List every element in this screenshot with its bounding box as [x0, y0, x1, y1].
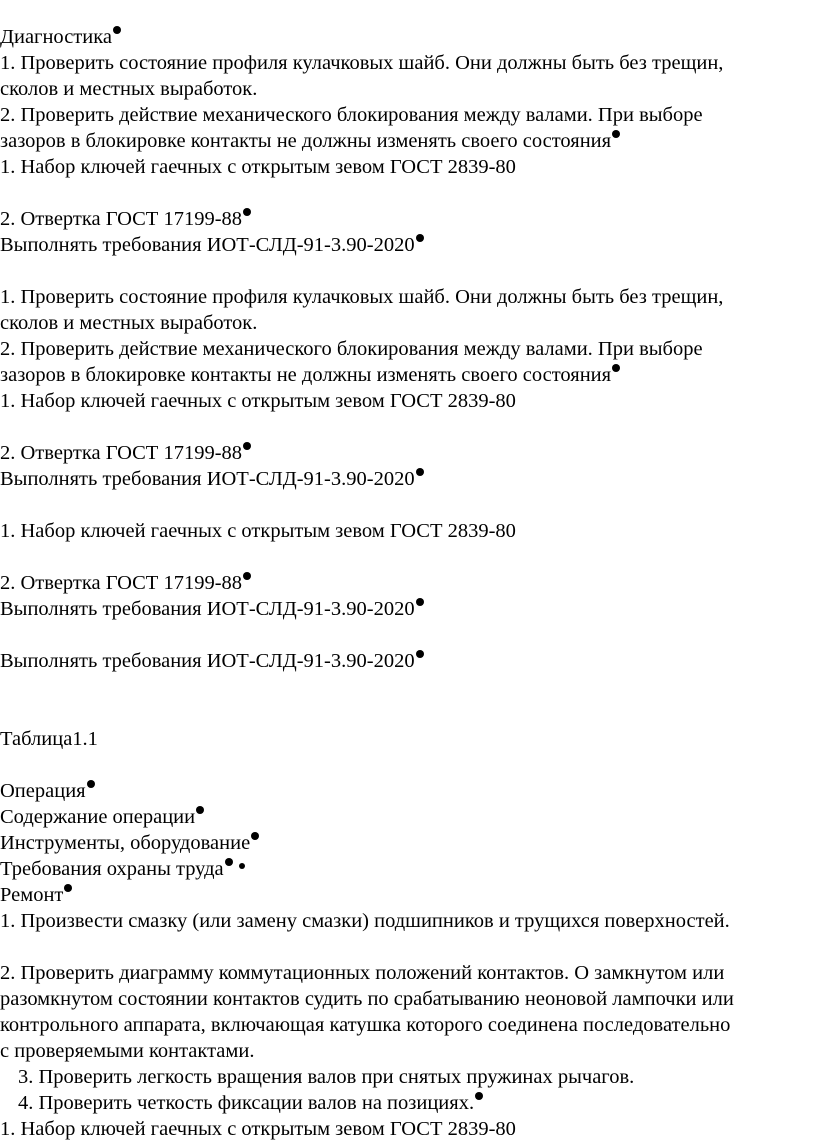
text-line: 1. Проверить состояние профиля кулачковых шайб. Они должны быть без трещин, [0, 286, 724, 308]
bullet-icon [243, 572, 251, 580]
bullet-icon [416, 598, 424, 606]
bullet-icon [87, 780, 95, 788]
bullet-icon [113, 26, 121, 34]
text-line: 2. Отвертка ГОСТ 17199-88 [0, 206, 812, 232]
bullet-icon [196, 806, 204, 814]
text-line: Выполнять требования ИОТ-СЛД-91-3.90-2020 [0, 648, 812, 674]
bullet-icon [475, 1092, 483, 1100]
bullet-icon [612, 364, 620, 372]
bullet-icon [416, 468, 424, 476]
text-line: 1. Произвести смазку (или замену смазки) подшипников и трущихся поверхностей. [0, 910, 730, 932]
text-line: сколов и местных выработок. [0, 78, 258, 100]
text-line: 2. Отвертка ГОСТ 17199-88 [0, 570, 812, 596]
document-page [0, 24, 812, 1142]
text-line: зазоров в блокировке контакты не должны изменять своего состояния [0, 362, 812, 388]
text-line: 2. Отвертка ГОСТ 17199-88 [0, 440, 812, 466]
text-line: 1. Проверить состояние профиля кулачковых шайб. Они должны быть без трещин, [0, 52, 724, 74]
text-line: контрольного аппарата, включающая катушка которого соединена последовательно [0, 1014, 731, 1036]
column-operation: Операция [0, 778, 812, 804]
bullet-icon [612, 130, 620, 138]
text-line: Выполнять требования ИОТ-СЛД-91-3.90-2020 [0, 596, 812, 622]
bullet-icon [239, 863, 245, 869]
text-line: 2. Проверить диаграмму коммутационных положений контактов. О замкнутом или [0, 962, 725, 984]
text-line: разомкнутом состоянии контактов судить по срабатыванию неоновой лампочки или [0, 988, 734, 1010]
column-content: Содержание операции [0, 804, 812, 830]
column-safety: Требования охраны труда [0, 856, 812, 882]
repair-heading: Ремонт [0, 882, 812, 908]
bullet-icon [251, 832, 259, 840]
text-line: сколов и местных выработок. [0, 312, 258, 334]
bullet-icon [416, 234, 424, 242]
bullet-icon [64, 884, 72, 892]
text-line: 2. Проверить действие механического блокирования между валами. При выборе [0, 104, 703, 126]
bullet-icon [416, 650, 424, 658]
column-tools: Инструменты, оборудование [0, 830, 812, 856]
text-line: зазоров в блокировке контакты не должны изменять своего состояния [0, 128, 812, 154]
text-line: Выполнять требования ИОТ-СЛД-91-3.90-2020 [0, 232, 812, 258]
text-line: 3. Проверить легкость вращения валов при снятых пружинах рычагов. [18, 1066, 635, 1088]
text-line: 4. Проверить четкость фиксации валов на позициях. [0, 1090, 812, 1116]
bullet-icon [243, 208, 251, 216]
text-line: 1. Набор ключей гаечных с открытым зевом ГОСТ 2839-80 [0, 156, 516, 178]
text-line: с проверяемыми контактами. [0, 1040, 255, 1062]
bullet-icon [225, 858, 233, 866]
text-line: 1. Набор ключей гаечных с открытым зевом ГОСТ 2839-80 [0, 520, 516, 542]
text-line: Выполнять требования ИОТ-СЛД-91-3.90-2020 [0, 466, 812, 492]
text-line: 1. Набор ключей гаечных с открытым зевом ГОСТ 2839-80 [0, 1118, 516, 1140]
text-line: 1. Набор ключей гаечных с открытым зевом ГОСТ 2839-80 [0, 390, 516, 412]
table-caption: Таблица1.1 [0, 728, 98, 750]
diagnostics-heading: Диагностика [0, 24, 812, 50]
bullet-icon [243, 442, 251, 450]
text-line: 2. Проверить действие механического блокирования между валами. При выборе [0, 338, 703, 360]
